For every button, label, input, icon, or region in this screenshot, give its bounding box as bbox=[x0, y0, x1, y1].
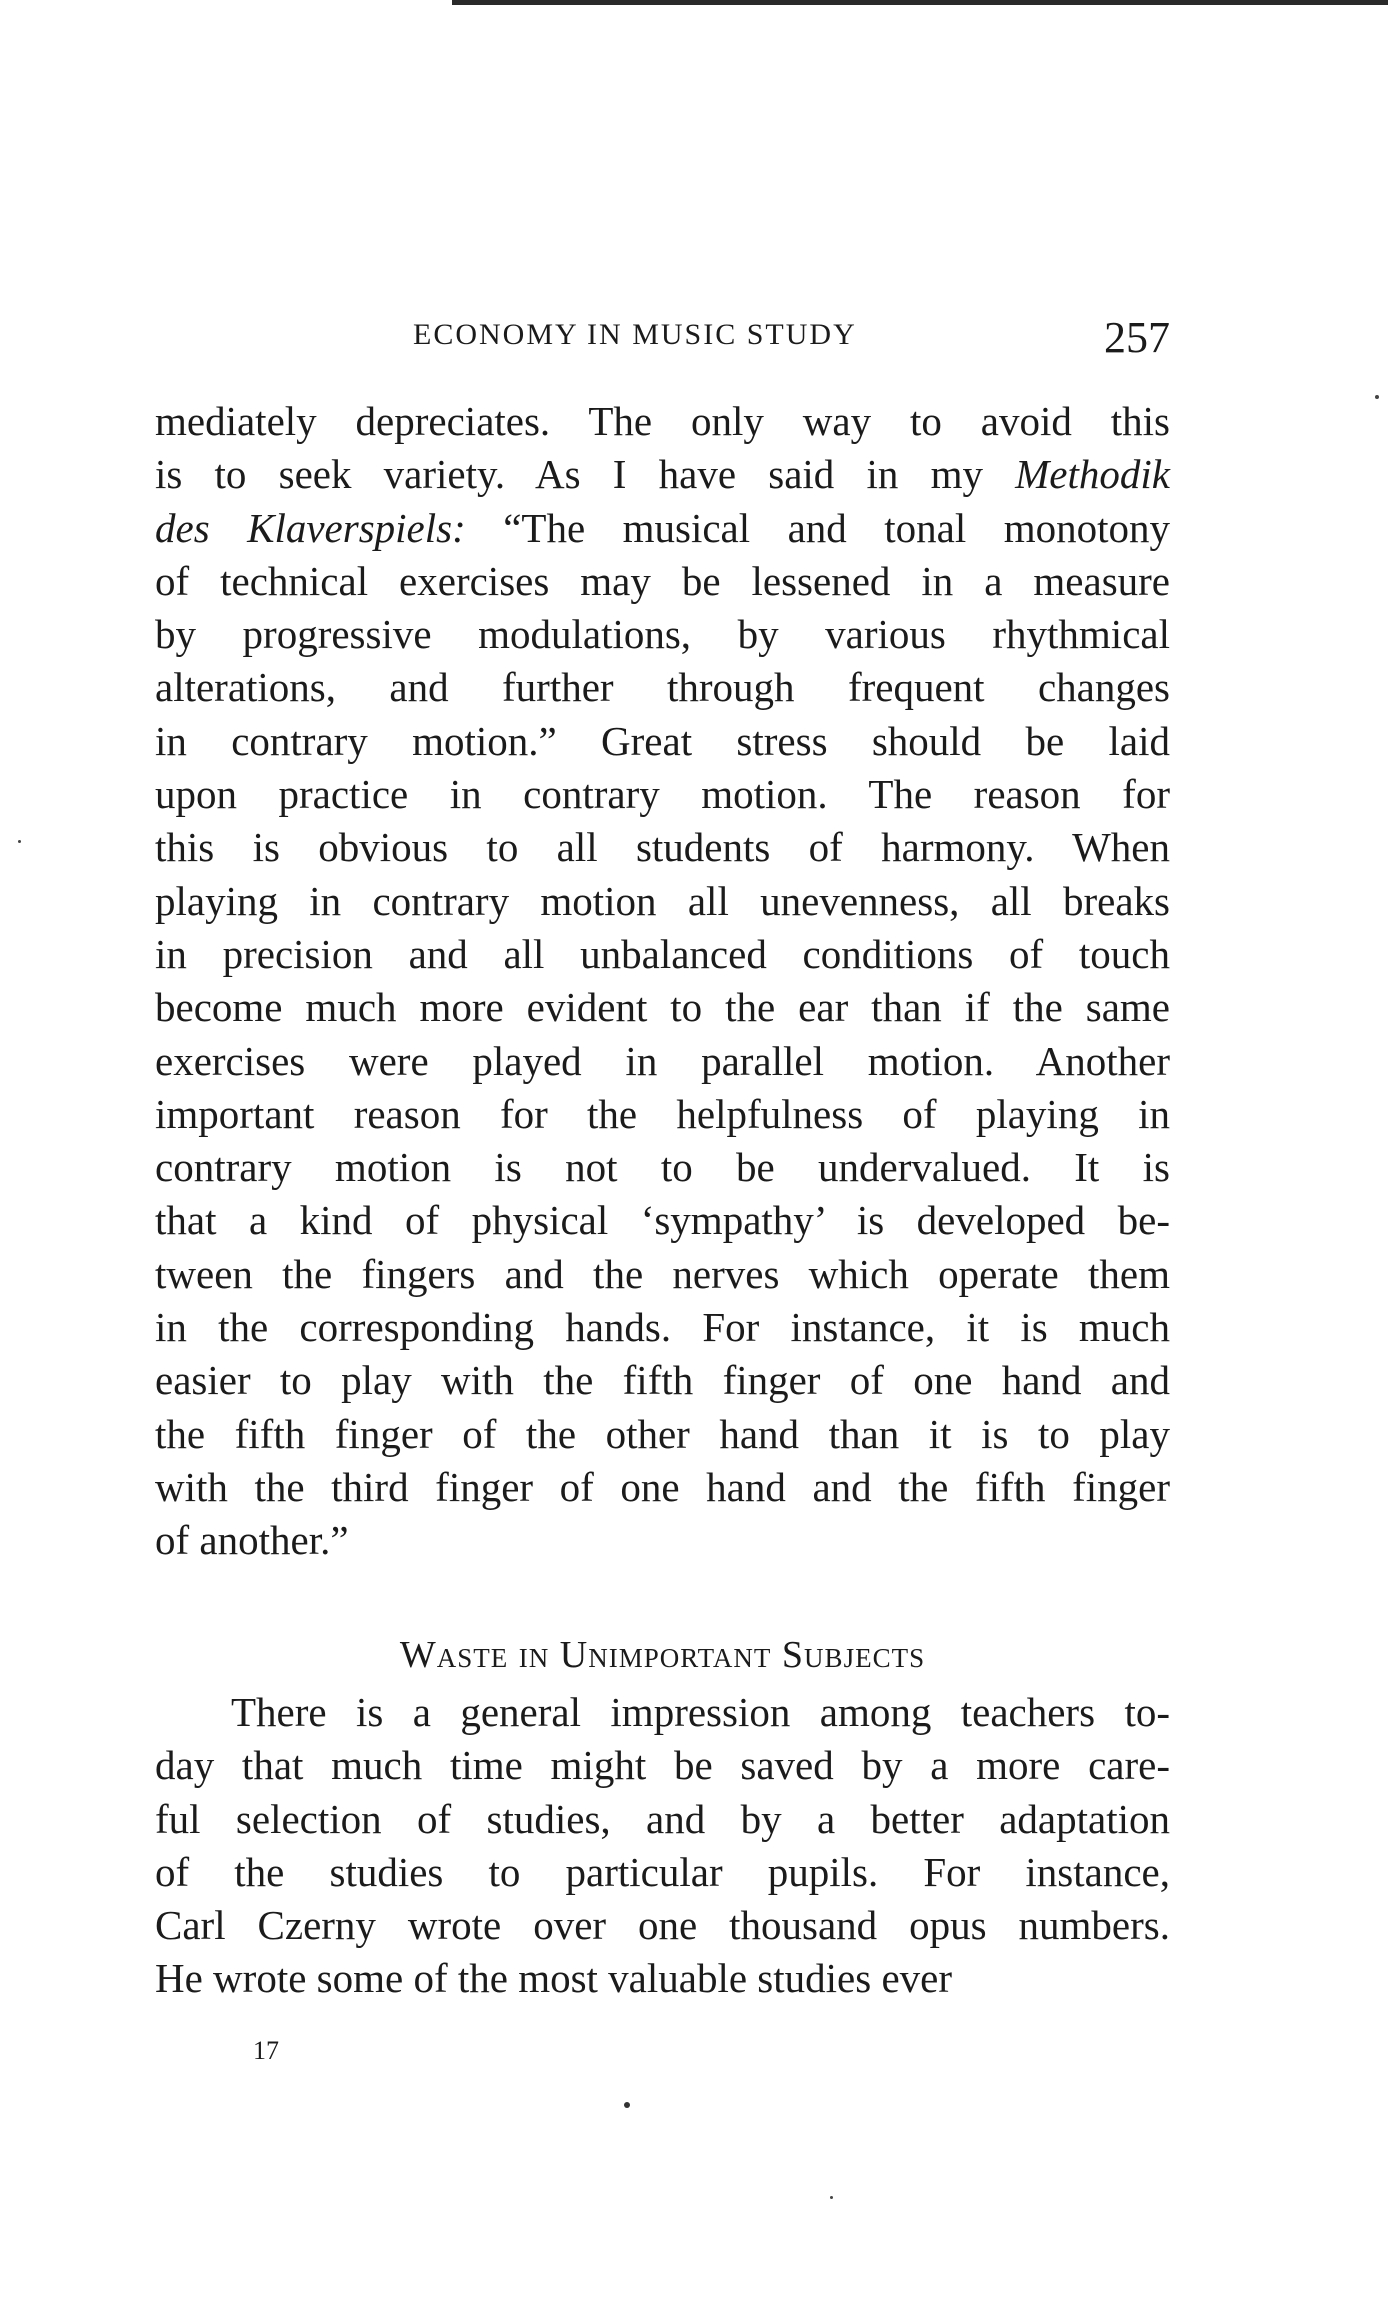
text-line: Carl Czerny wrote over one thousand opus numbers. bbox=[155, 1902, 1170, 1949]
paper-speck bbox=[830, 2196, 833, 2199]
text-line: of technical exercises may be lessened in a measure bbox=[155, 557, 1170, 604]
text-line: of the studies to particular pupils. For instance, bbox=[155, 1848, 1170, 1895]
text-line: There is a general impression among teachers to- bbox=[231, 1689, 1170, 1735]
running-head bbox=[155, 313, 1170, 378]
text-line: tween the fingers and the nerves which operate them bbox=[155, 1250, 1170, 1297]
text-line: des Klaverspiels: “The musical and tonal monotony bbox=[155, 504, 1170, 551]
section-heading: Waste in Unimportant Subjects bbox=[399, 1634, 926, 1676]
text-line: of another.” bbox=[155, 1517, 349, 1564]
text-line: He wrote some of the most valuable studies ever bbox=[155, 1955, 952, 2002]
page-number: 257 bbox=[1104, 313, 1170, 362]
text-line: by progressive modulations, by various rhythmical bbox=[155, 611, 1170, 658]
running-title: ECONOMY IN MUSIC STUDY bbox=[413, 318, 857, 351]
text-line: mediately depreciates. The only way to avoid this bbox=[155, 398, 1170, 444]
book-title: des Klaverspiels: bbox=[155, 504, 466, 551]
paragraph-waste-in-unimportant-subjects bbox=[155, 1686, 1170, 2006]
text-line: become much more evident to the ear than if the same bbox=[155, 984, 1170, 1031]
text-line: in the corresponding hands. For instance, it is much bbox=[155, 1304, 1170, 1351]
book-title: Methodik bbox=[1015, 451, 1170, 498]
text-line: the fifth finger of the other hand than it is to play bbox=[155, 1410, 1170, 1457]
text-line: in precision and all unbalanced conditions of touch bbox=[155, 930, 1170, 977]
text-line: playing in contrary motion all unevenness, all breaks bbox=[155, 877, 1170, 924]
paragraph-continued bbox=[155, 395, 1170, 1568]
top-edge-rule bbox=[452, 0, 1388, 5]
signature-mark: 17 bbox=[253, 2036, 279, 2065]
text-line: ful selection of studies, and by a better adaptation bbox=[155, 1795, 1170, 1842]
paper-speck bbox=[18, 840, 21, 843]
text-line: that a kind of physical ‘sympathy’ is developed be- bbox=[155, 1197, 1170, 1244]
text-line: alterations, and further through frequent changes bbox=[155, 664, 1170, 711]
paper-speck bbox=[1375, 395, 1379, 399]
text-line: this is obvious to all students of harmony. When bbox=[155, 824, 1170, 871]
text-line: is to seek variety. As I have said in my Methodik bbox=[155, 451, 1170, 498]
text-line: contrary motion is not to be undervalued. It is bbox=[155, 1144, 1170, 1191]
text-line: day that much time might be saved by a more care- bbox=[155, 1742, 1170, 1789]
ink-dot bbox=[624, 2102, 630, 2108]
text-line: upon practice in contrary motion. The reason for bbox=[155, 771, 1170, 818]
text-line: exercises were played in parallel motion. Another bbox=[155, 1037, 1170, 1084]
text-line: with the third finger of one hand and the fifth finger bbox=[155, 1463, 1170, 1510]
text-line: important reason for the helpfulness of playing in bbox=[155, 1090, 1170, 1137]
text-line: in contrary motion.” Great stress should be laid bbox=[155, 717, 1170, 764]
text-line: easier to play with the fifth finger of one hand and bbox=[155, 1357, 1170, 1404]
